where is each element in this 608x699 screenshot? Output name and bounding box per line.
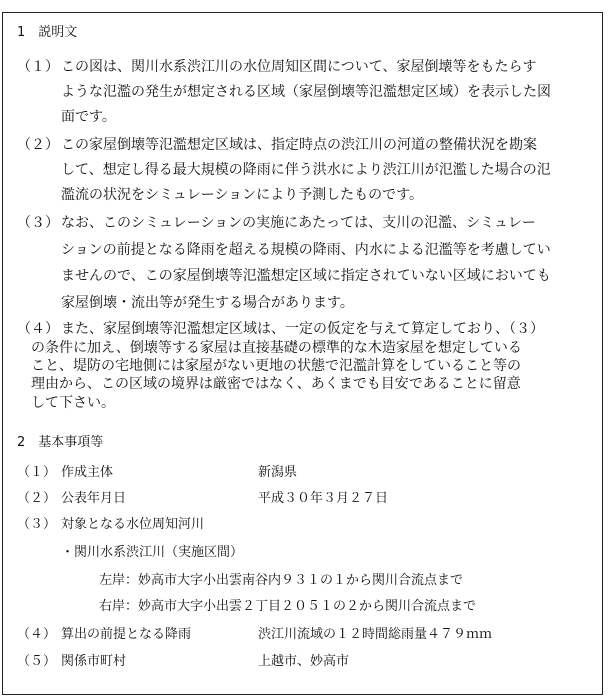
para4-line: こと、堤防の宅地側には家屋がない更地の状態で氾濫計算をしていること等の (31, 358, 521, 374)
para2-line: 濫流の状況をシミュレーションにより予測したものです。 (61, 187, 424, 203)
date-value: 平成３０年３月２７日 (258, 491, 389, 506)
author-value: 新潟県 (258, 465, 298, 480)
rain-label: 算出の前提となる降雨 (61, 627, 192, 642)
right-bank: 右岸：妙高市大字小出雲２丁目２０５１の２から関川合流点まで (99, 599, 477, 614)
river-label: 対象となる水位周知河川 (61, 517, 205, 532)
para2-number: （２） (17, 137, 59, 153)
date-number: （２） (17, 491, 57, 506)
para1-number: （１） (17, 59, 59, 75)
para3-line: ションの前提となる降雨を超える規模の降雨、内水による氾濫等を考慮してい (61, 242, 551, 258)
para2-line: して、想定し得る最大規模の降雨に伴う洪水により渋江川が氾濫した場合の氾 (61, 162, 551, 178)
para3-number: （３） (17, 215, 59, 231)
left-bank: 左岸：妙高市大字小出雲南谷内９３１の１から関川合流点まで (99, 573, 464, 588)
cities-number: （５） (17, 654, 57, 669)
date-label: 公表年月日 (61, 491, 127, 506)
para1-line: この図は、関川水系渋江川の水位周知区間について、家屋倒壊等をもたらす (61, 59, 537, 75)
para2-line: この家屋倒壊等氾濫想定区域は、指定時点の渋江川の河道の整備状況を勘案 (61, 137, 537, 153)
river-number: （３） (17, 517, 57, 532)
cities-label: 関係市町村 (61, 654, 127, 669)
author-label: 作成主体 (61, 465, 114, 480)
para3-line: ませんので、この家屋倒壊等氾濫想定区域に指定されていない区域においても (61, 268, 551, 284)
para3-line: なお、このシミュレーションの実施にあたっては、支川の氾濫、シミュレー (61, 215, 536, 231)
para4-number: （４） (17, 321, 59, 337)
rain-number: （４） (17, 627, 57, 642)
rain-value: 渋江川流域の１２時間総雨量４７９ｍｍ (258, 627, 493, 642)
para4-line: また、家屋倒壊等氾濫想定区域は、一定の仮定を与えて算定しており、（３） (61, 321, 544, 337)
river-name: ・関川水系渋江川（実施区間） (61, 545, 244, 560)
para4-line: の条件に加え、倒壊等する家屋は直接基礎の標準的な木造家屋を想定している (31, 340, 522, 356)
section2-heading: 2 基本事項等 (17, 435, 104, 450)
section1-heading: 1 説明文 (17, 25, 78, 40)
cities-value: 上越市、妙高市 (258, 654, 350, 669)
para4-line: 理由から、この区域の境界は厳密ではなく、あくまでも目安であることに留意 (31, 376, 521, 392)
para4-line: して下さい。 (31, 395, 115, 411)
para1-line: 面です。 (61, 109, 116, 125)
para1-line: ような氾濫の発生が想定される区域（家屋倒壊等氾濫想定区域）を表示した図 (61, 84, 551, 100)
para3-line: 家屋倒壊・流出等が発生する場合があります。 (61, 295, 354, 311)
author-number: （１） (17, 465, 57, 480)
